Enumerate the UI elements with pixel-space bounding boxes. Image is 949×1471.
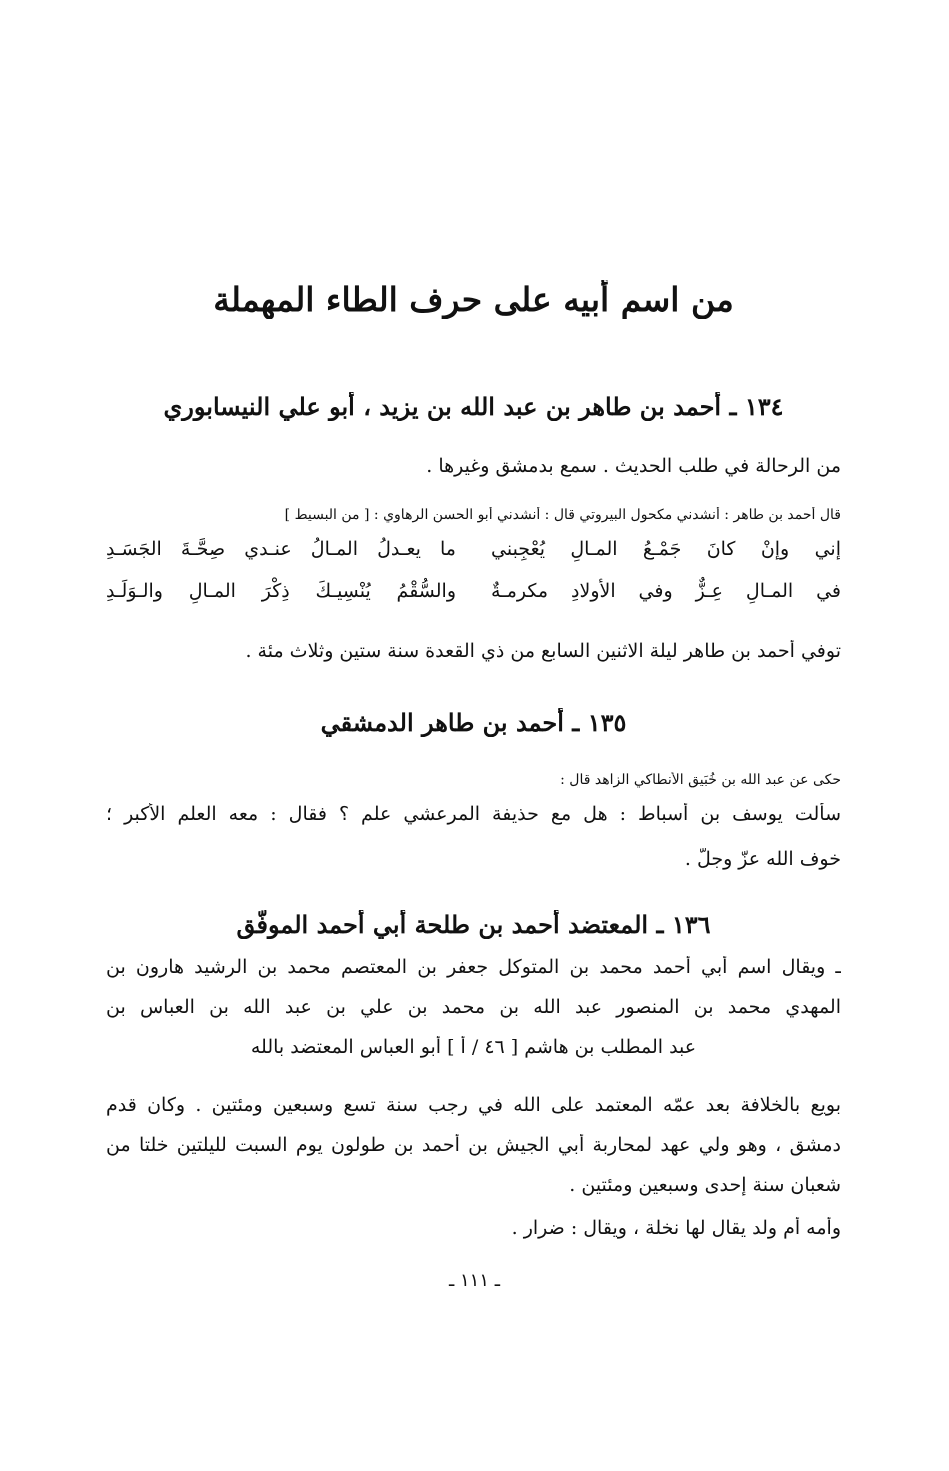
entry-135-title: ١٣٥ ـ أحمد بن طاهر الدمشقي [320, 708, 627, 737]
page-number: ـ ١١١ ـ [448, 1270, 500, 1291]
entry-136-mother: وأمه أم ولد يقال لها نخلة ، ويقال : ضرار . [511, 1217, 841, 1239]
verse-line-1 [106, 538, 841, 574]
entry-136-paragraph-line-3: شعبان سنة إحدى وسبعين ومئتين . [569, 1174, 841, 1196]
entry-134-death: توفي أحمد بن طاهر ليلة الاثنين السابع من ذي القعدة سنة ستين وثلاث مئة . [245, 640, 841, 662]
verse-2-first-hemistich: في المـالِ عِـزٌّ وفي الأولادِ مكرمـةٌ [491, 580, 841, 602]
entry-136-lineage-1: ـ ويقال اسم أبي أحمد محمد بن المتوكل جعفر بن المعتصم محمد بن الرشيد هارون بن [106, 956, 841, 978]
entry-135-line-1: سألت يوسف بن أسباط : هل مع حذيفة المرعشي علم ؟ فقال : معه العلم الأكبر ؛ [106, 803, 841, 825]
verse-2-second-hemistich: والسُّقْمُ يُنْسِيـكَ ذِكْرَ المـالِ والـوَلَـدِ [106, 580, 456, 602]
entry-136-lineage-2: المهدي محمد بن المنصور عبد الله بن محمد بن علي بن عبد الله بن العباس بن [106, 996, 841, 1018]
verse-line-2 [106, 580, 841, 616]
entry-136-paragraph-line-1: بويع بالخلافة بعد عمّه المعتمد على الله في رجب سنة تسع وسبعين ومئتين . وكان قدم [106, 1094, 841, 1116]
entry-134-isnad: قال أحمد بن طاهر : أنشدني مكحول البيروتي قال : أنشدني أبو الحسن الرهاوي : [ من البسيط ] [284, 507, 841, 523]
chapter-title: من اسم أبيه على حرف الطاء المهملة [213, 280, 734, 319]
verse-1-first-hemistich: إني وإنْ كانَ جَمْـعُ المـالِ يُعْجِبني [491, 538, 841, 560]
entry-134-intro: من الرحالة في طلب الحديث . سمع بدمشق وغيرها . [426, 455, 841, 477]
entry-135-line-2: خوف الله عزّ وجلّ . [684, 848, 841, 870]
entry-136-paragraph-line-2: دمشق ، وهو ولي عهد لمحاربة أبي الجيش بن أحمد بن طولون يوم السبت لليلتين خلتا من [106, 1134, 841, 1156]
entry-136-title: ١٣٦ ـ المعتضد أحمد بن طلحة أبي أحمد الموفّق [236, 910, 711, 939]
entry-136-lineage-3: عبد المطلب بن هاشم [ ٤٦ / أ ] أبو العباس المعتضد بالله [250, 1036, 697, 1058]
entry-134-title: ١٣٤ ـ أحمد بن طاهر بن عبد الله بن يزيد ، أبو علي النيسابوري [163, 392, 784, 421]
entry-135-isnad: حكى عن عبد الله بن خُبَيق الأنطاكي الزاهد قال : [560, 772, 841, 788]
verse-1-second-hemistich: ما يعـدلُ المـالُ عنـدي صِحَّـةَ الجَسَـدِ [106, 538, 456, 560]
